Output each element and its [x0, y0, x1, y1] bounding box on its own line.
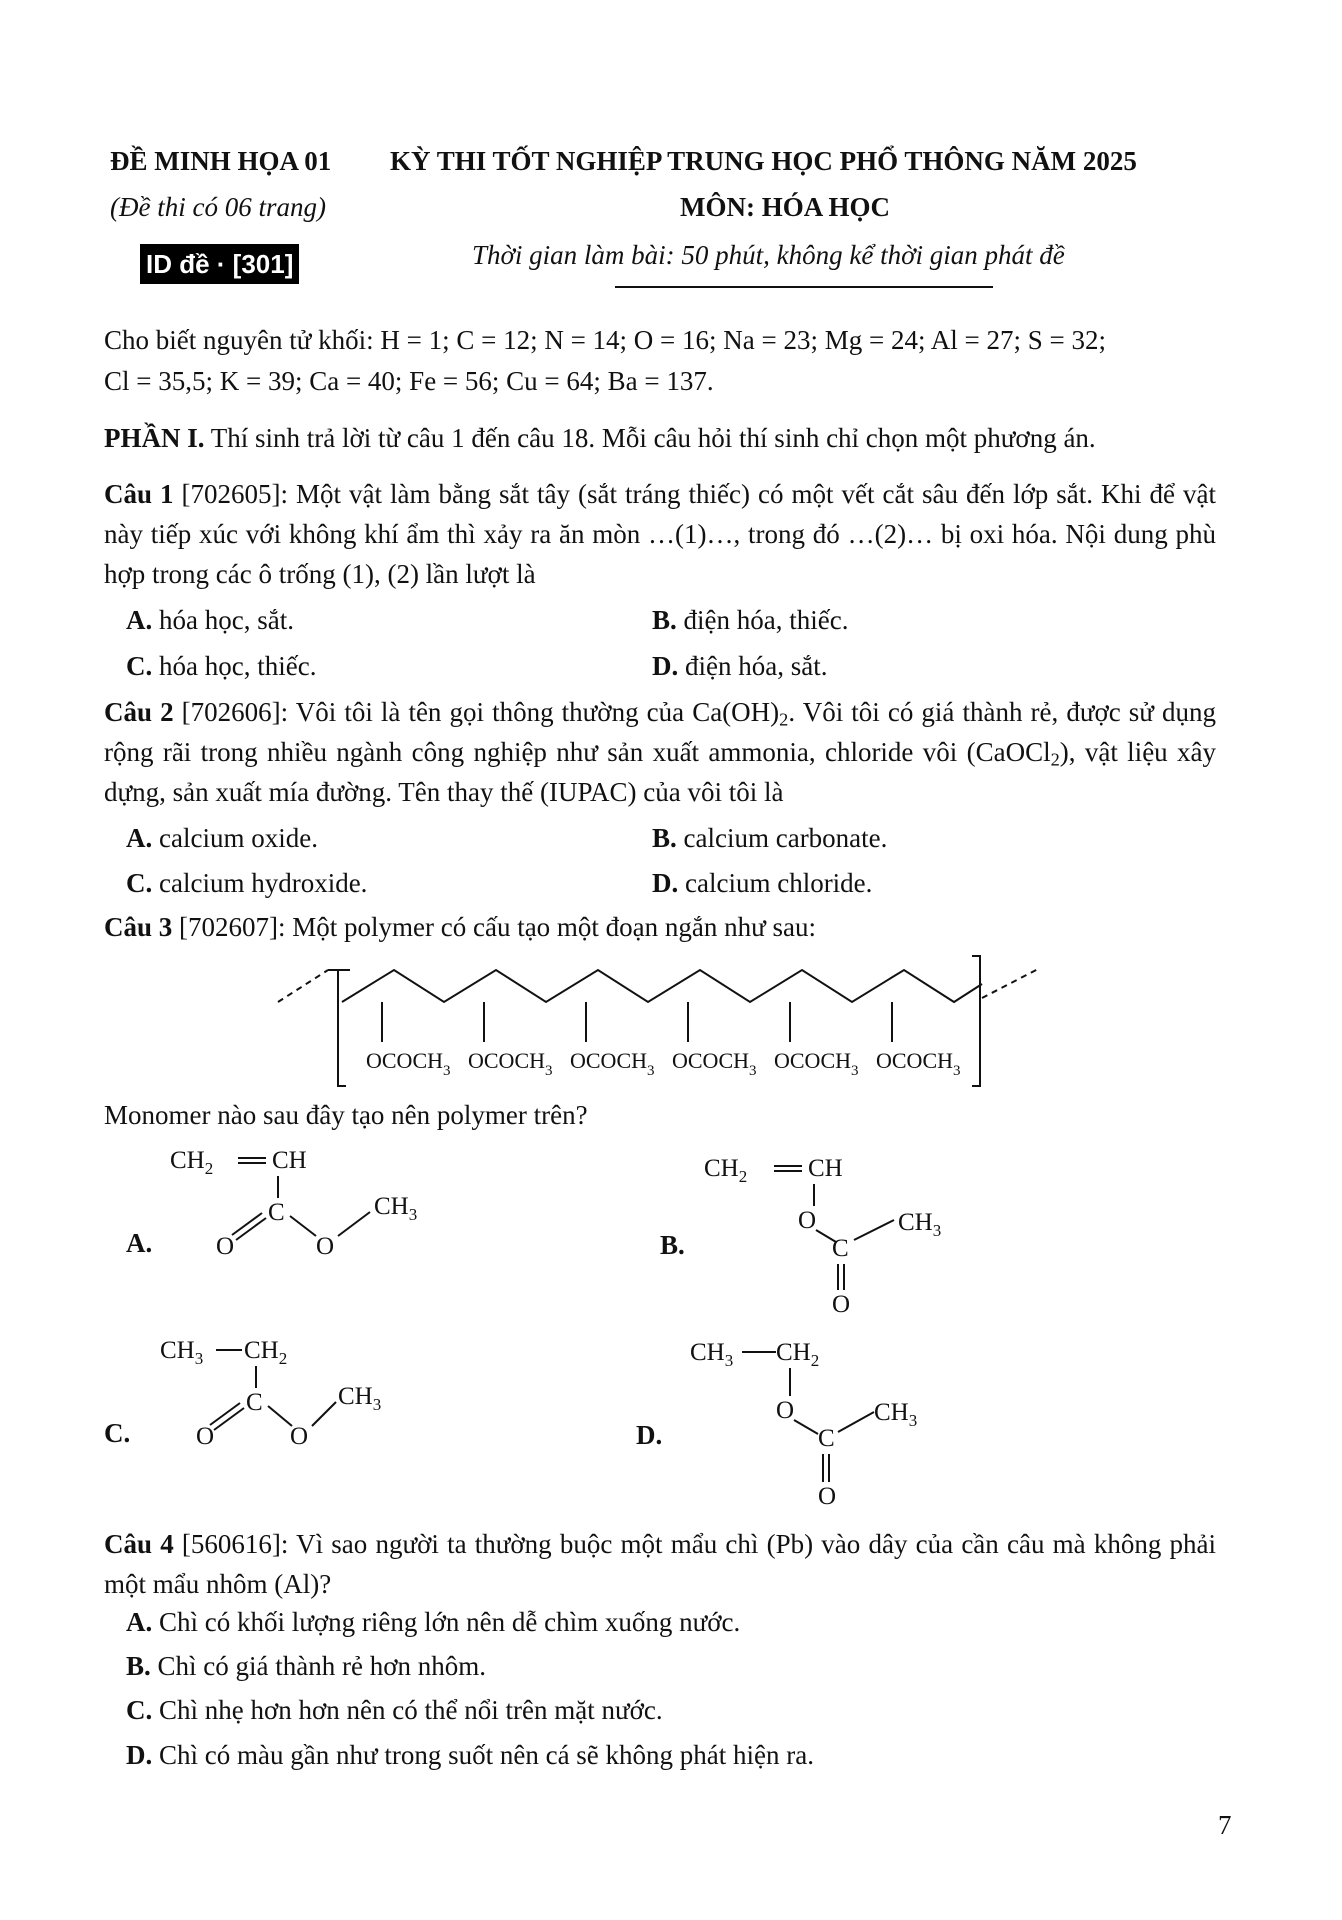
- polymer-unit-2: $OCOCH_3$: [468, 1048, 553, 1079]
- question-3-label: Câu 3: [104, 912, 173, 942]
- page-number: 7: [1218, 1810, 1232, 1840]
- q3-option-b-structure[interactable]: [690, 1146, 990, 1316]
- q3-option-c-structure[interactable]: [150, 1330, 450, 1470]
- svg-text:O: O: [832, 1291, 851, 1316]
- svg-text:CH: CH: [272, 1147, 307, 1174]
- atomic-masses-line-1: Cho biết nguyên tử khối: H = 1; C = 12; N = 14; O = 16; Na = 23; Mg = 24; Al = 27; S = 32;: [104, 325, 1106, 355]
- q2-option-c[interactable]: C. calcium hydroxide.: [126, 868, 368, 898]
- question-4-label: Câu 4: [104, 1529, 174, 1559]
- q1-option-d[interactable]: D. điện hóa, sắt.: [652, 651, 828, 681]
- svg-text:O: O: [216, 1233, 235, 1260]
- header-underline: [615, 286, 993, 288]
- q1-option-b[interactable]: B. điện hóa, thiếc.: [652, 605, 849, 635]
- svg-text:CH3: $CH_3$: [690, 1339, 734, 1370]
- svg-text:CH3: $CH_3$: [898, 1209, 942, 1240]
- q3-option-b-letter[interactable]: B.: [660, 1230, 685, 1260]
- svg-text:O: O: [776, 1397, 795, 1424]
- svg-text:CH: CH: [808, 1155, 843, 1182]
- question-4: Câu 4 [560616]: Vì sao người ta thường buộc một mẩu chì (Pb) vào dây của cần câu mà không phải một mẩu nhôm (Al)?: [104, 1529, 1216, 1599]
- question-1-text: [702605]: Một vật làm bằng sắt tây (sắt tráng thiếc) có một vết cắt sâu đến lớp sắt. Khi để vật này tiếp xúc với không khí ẩm thì xảy ra ăn mòn …(1)…, trong đó …(2)… bị oxi hóa. Nội dung phù hợp trong các ô trống (1), (2) lần lượt là: [104, 479, 1216, 589]
- q3-option-c-letter[interactable]: C.: [104, 1418, 131, 1448]
- polymer-unit-1: $OCOCH_3$: [366, 1048, 451, 1079]
- q4-option-c[interactable]: C. Chì nhẹ hơn hơn nên có thể nổi trên mặt nước.: [126, 1695, 663, 1725]
- q4-option-a[interactable]: A. Chì có khối lượng riêng lớn nên dễ chìm xuống nước.: [126, 1607, 741, 1637]
- polymer-unit-6: $OCOCH_3$: [876, 1048, 961, 1079]
- q3-option-a-letter[interactable]: A.: [126, 1228, 153, 1258]
- question-1-label: Câu 1: [104, 479, 174, 509]
- q2-option-b[interactable]: B. calcium carbonate.: [652, 823, 888, 853]
- svg-text:C: C: [268, 1199, 285, 1226]
- svg-text:O: O: [290, 1423, 309, 1450]
- subject-title: MÔN: HÓA HỌC: [680, 192, 890, 222]
- svg-text:CH2: $CH_2$: [704, 1155, 748, 1186]
- question-3-prompt: Monomer nào sau đây tạo nên polymer trên?: [104, 1100, 588, 1130]
- q3-option-d-letter[interactable]: D.: [636, 1420, 663, 1450]
- svg-text:CH3: $CH_3$: [374, 1193, 418, 1224]
- polymer-structure: [270, 950, 1050, 1090]
- q2-option-d[interactable]: D. calcium chloride.: [652, 868, 873, 898]
- svg-text:O: O: [316, 1233, 335, 1260]
- svg-text:O: O: [818, 1483, 837, 1510]
- question-3: Câu 3 [702607]: Một polymer có cấu tạo một đoạn ngắn như sau:: [104, 912, 817, 942]
- svg-text:O: O: [798, 1207, 817, 1234]
- page-count-note: (Đề thi có 06 trang): [110, 192, 326, 222]
- question-2: Câu 2 [702606]: Vôi tôi là tên gọi thông thường của $Ca(OH)_2$. Vôi tôi có giá thành rẻ, được sử dụng rộng rãi trong nhiều ngành công nghiệp như sản xuất ammonia, chloride vôi (CaOCl$_2$), vật liệu xây dựng, sản xuất mía đường. Tên thay thế (IUPAC) của vôi tôi là: [104, 697, 1217, 807]
- q4-option-d[interactable]: D. Chì có màu gần như trong suốt nên cá sẽ không phát hiện ra.: [126, 1740, 814, 1770]
- svg-text:CH2: $CH_2$: [244, 1337, 288, 1368]
- svg-text:CH3: $CH_3$: [160, 1337, 204, 1368]
- svg-text:CH2: $CH_2$: [170, 1147, 214, 1178]
- svg-text:CH2: $CH_2$: [776, 1339, 820, 1370]
- q2-option-a[interactable]: A. calcium oxide.: [126, 823, 318, 853]
- q3-option-a-structure[interactable]: [160, 1140, 460, 1280]
- exam-code-title: ĐỀ MINH HỌA 01: [110, 146, 332, 176]
- q1-option-a[interactable]: A. hóa học, sắt.: [126, 605, 294, 635]
- q3-option-d-structure[interactable]: [680, 1330, 980, 1510]
- svg-text:C: C: [818, 1425, 835, 1452]
- part-1-label: PHẦN I.: [104, 423, 205, 453]
- q4-option-b[interactable]: B. Chì có giá thành rẻ hơn nhôm.: [126, 1651, 486, 1681]
- exam-id-badge: ID đề · [301]: [140, 244, 299, 284]
- atomic-masses-line-2: Cl = 35,5; K = 39; Ca = 40; Fe = 56; Cu = 64; Ba = 137.: [104, 366, 714, 396]
- svg-text:CH3: $CH_3$: [874, 1399, 918, 1430]
- part-1-text: Thí sinh trả lời từ câu 1 đến câu 18. Mỗi câu hỏi thí sinh chỉ chọn một phương án.: [204, 423, 1096, 453]
- time-note: Thời gian làm bài: 50 phút, không kể thời gian phát đề: [472, 240, 1065, 270]
- q1-option-c[interactable]: C. hóa học, thiếc.: [126, 651, 317, 681]
- part-1-instruction: [104, 418, 1214, 458]
- svg-text:C: C: [832, 1235, 849, 1262]
- polymer-unit-5: $OCOCH_3$: [774, 1048, 859, 1079]
- svg-text:O: O: [196, 1423, 215, 1450]
- exam-title: KỲ THI TỐT NGHIỆP TRUNG HỌC PHỔ THÔNG NĂM 2025: [390, 146, 1137, 176]
- polymer-unit-4: $OCOCH_3$: [672, 1048, 757, 1079]
- question-2-label: Câu 2: [104, 697, 174, 727]
- question-1: [104, 474, 1216, 594]
- polymer-unit-3: $OCOCH_3$: [570, 1048, 655, 1079]
- svg-text:CH3: $CH_3$: [338, 1383, 382, 1414]
- svg-text:C: C: [246, 1389, 263, 1416]
